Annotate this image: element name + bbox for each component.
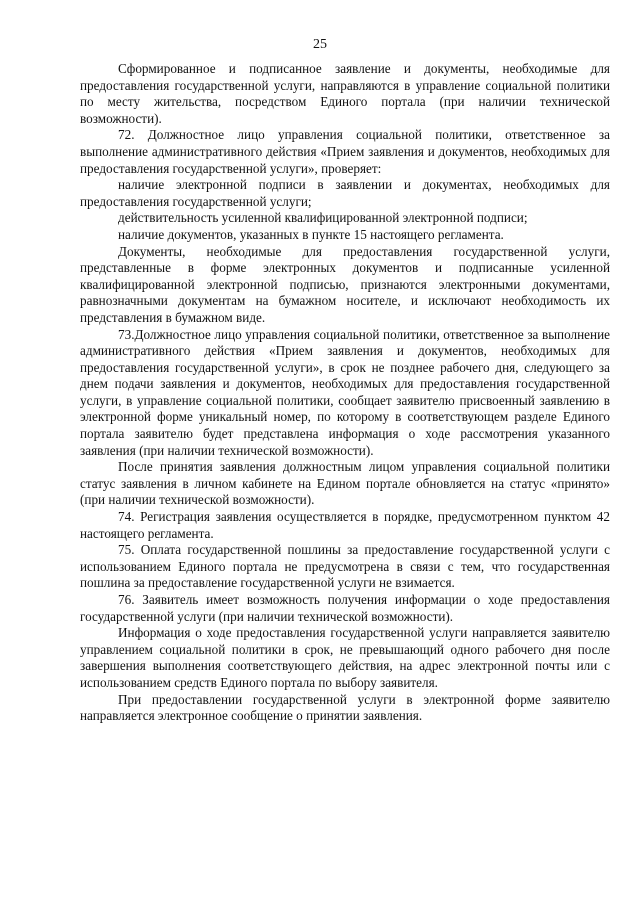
paragraph-submission: Сформированное и подписанное заявление и документы, необходимые для предоставления государственной услуги, направляются в управление социальной политики по месту жительства, посредством Единого портала (при наличии технической возможности). xyxy=(80,61,610,126)
paragraph-clause-73: 73.Должностное лицо управления социальной политики, ответственное за выполнение административного действия «Прием заявления и документов, необходимых для предоставления государственной услуги», в срок не позднее рабочего дня, следующего за днем подачи заявления и документов, необходимых для предоставления государственной услуги, в управление социальной политики, сообщает заявителю присвоенный заявлению в электронной форме уникальный номер, по которому в соответствующем разделе Единого портала заявителю будет представлена информация о ходе рассмотрения указанного заявления (при наличии технической возможности). xyxy=(80,326,610,458)
document-body xyxy=(80,61,610,725)
paragraph-clause-75: 75. Оплата государственной пошлины за предоставление государственной услуги с использованием Единого портала не предусмотрена в связи с тем, что государственная пошлина за предоставление государственной услуги не взимается. xyxy=(80,542,610,591)
paragraph-clause-72: 72. Должностное лицо управления социальной политики, ответственное за выполнение административного действия «Прием заявления и документов, необходимых для предоставления государственной услуги», проверяет: xyxy=(80,127,610,176)
paragraph-progress-info: Информация о ходе предоставления государственной услуги направляется заявителю управлением социальной политики в срок, не превышающий одного рабочего дня после завершения выполнения соответствующего действия, на адрес электронной почты или с использованием средств Единого портала по выбору заявителя. xyxy=(80,625,610,690)
paragraph-check-signature: наличие электронной подписи в заявлении и документах, необходимых для предоставления государственной услуги; xyxy=(80,177,610,209)
paragraph-check-validity: действительность усиленной квалифицированной электронной подписи; xyxy=(118,210,528,226)
paragraph-acceptance-notice: При предоставлении государственной услуги в электронной форме заявителю направляется электронное сообщение о принятии заявления. xyxy=(80,691,610,724)
paragraph-clause-76: 76. Заявитель имеет возможность получения информации о ходе предоставления государственной услуги (при наличии технической возможности). xyxy=(80,592,610,624)
paragraph-clause-74: 74. Регистрация заявления осуществляется в порядке, предусмотренном пунктом 42 настоящего регламента. xyxy=(80,509,610,541)
paragraph-status-update: После принятия заявления должностным лицом управления социальной политики статус заявления в личном кабинете на Едином портале обновляется на статус «принято» (при наличии технической возможности). xyxy=(80,459,610,508)
paragraph-electronic-documents: Документы, необходимые для предоставления государственной услуги, представленные в форме электронных документов и подписанные усиленной квалифицированной электронной подписью, признаются электронными документами, равнозначными документам на бумажном носителе, и исключают необходимость их представления в бумажном виде. xyxy=(80,243,610,325)
paragraph-check-documents: наличие документов, указанных в пункте 15 настоящего регламента. xyxy=(118,226,504,242)
page-number: 25 xyxy=(313,37,327,52)
